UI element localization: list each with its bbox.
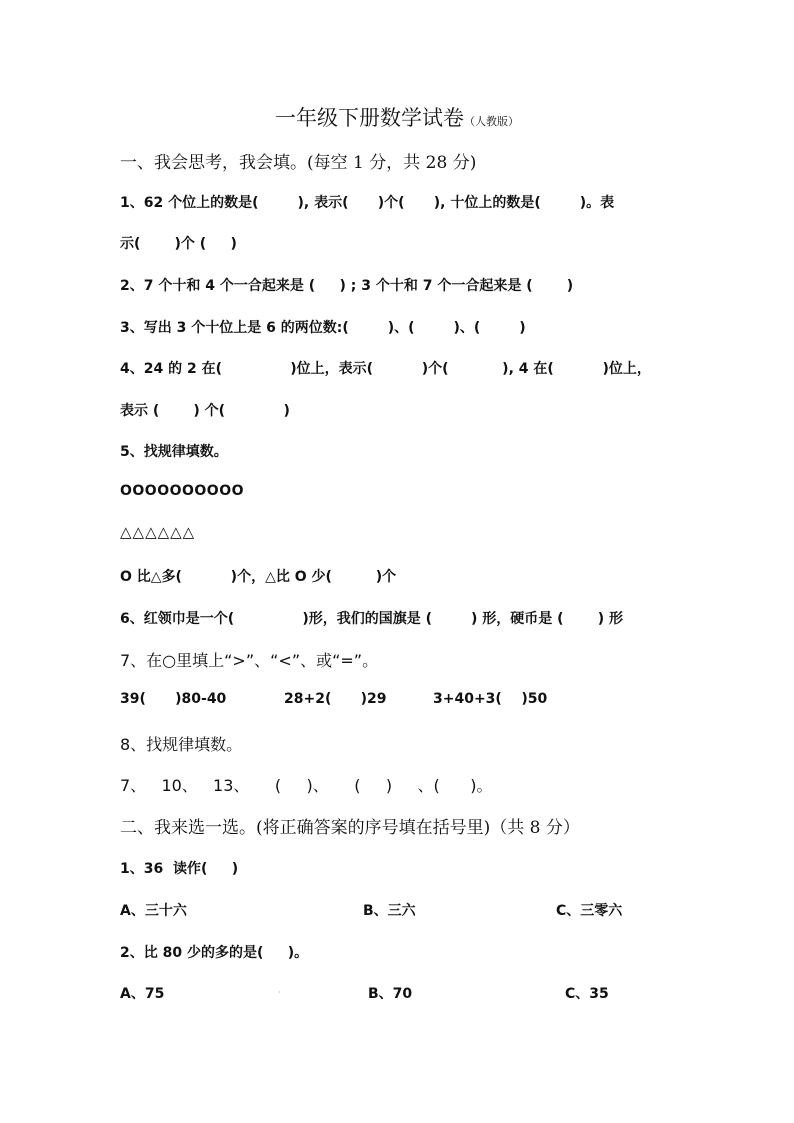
mc-1-option-b: B、三六 — [363, 903, 416, 919]
question-1-line-1: 1、62 个位上的数是( ), 表示( )个( ), 十位上的数是( )。表 — [120, 195, 615, 211]
question-4-line-2: 表示 ( ) 个( ) — [120, 403, 290, 419]
mc-1-question: 1、36 读作( ) — [120, 861, 239, 877]
mc-1-option-c: C、三零六 — [556, 903, 623, 919]
question-6: 6、红领巾是一个( )形，我们的国旗是 ( ) 形，硬币是 ( ) 形 — [120, 611, 623, 627]
stray-dot-mark: · — [278, 988, 281, 997]
question-5-compare: O 比△多( )个，△比 O 少( )个 — [120, 569, 397, 585]
section-2-heading: 二、我来选一选。(将正确答案的序号填在括号里)（共 8 分） — [120, 818, 580, 838]
circle-row: OOOOOOOOOO — [120, 483, 245, 499]
q7-expression-2: 28+2( )29 — [284, 691, 387, 707]
question-8-label: 8、找规律填数。 — [120, 735, 243, 754]
question-3: 3、写出 3 个十位上是 6 的两位数:( )、( )、( ) — [120, 320, 526, 336]
mc-1-option-a: A、三十六 — [120, 903, 187, 919]
mc-2-option-c: C、35 — [565, 986, 609, 1002]
question-1-line-2: 示( )个 ( ) — [120, 236, 237, 252]
question-8-sequence: 7、 10、 13、 ( )、 ( ) 、( )。 — [120, 776, 493, 795]
question-4-line-1: 4、24 的 2 在( )位上，表示( )个( ), 4 在( )位上， — [120, 361, 651, 377]
question-5-label: 5、找规律填数。 — [120, 444, 228, 460]
section-1-heading: 一、我会思考，我会填。(每空 1 分，共 28 分) — [120, 153, 477, 173]
title-main: 一年级下册数学试卷 — [275, 106, 464, 130]
q7-expression-3: 3+40+3( )50 — [433, 691, 548, 707]
mc-2-option-a: A、75 — [120, 986, 165, 1002]
question-2: 2、7 个十和 4 个一合起来是 ( ) ; 3 个十和 7 个一合起来是 ( ) — [120, 278, 574, 294]
title-sub: （人教版） — [464, 115, 519, 128]
q7-expression-1: 39( )80-40 — [120, 691, 227, 707]
triangle-row: △△△△△△ — [120, 523, 196, 541]
question-7-label: 7、在○里填上“>”、“<”、或“=”。 — [120, 651, 379, 670]
mc-2-question: 2、比 80 少的多的是( )。 — [120, 945, 309, 961]
page-title — [0, 102, 794, 132]
mc-2-option-b: B、70 — [368, 986, 413, 1002]
